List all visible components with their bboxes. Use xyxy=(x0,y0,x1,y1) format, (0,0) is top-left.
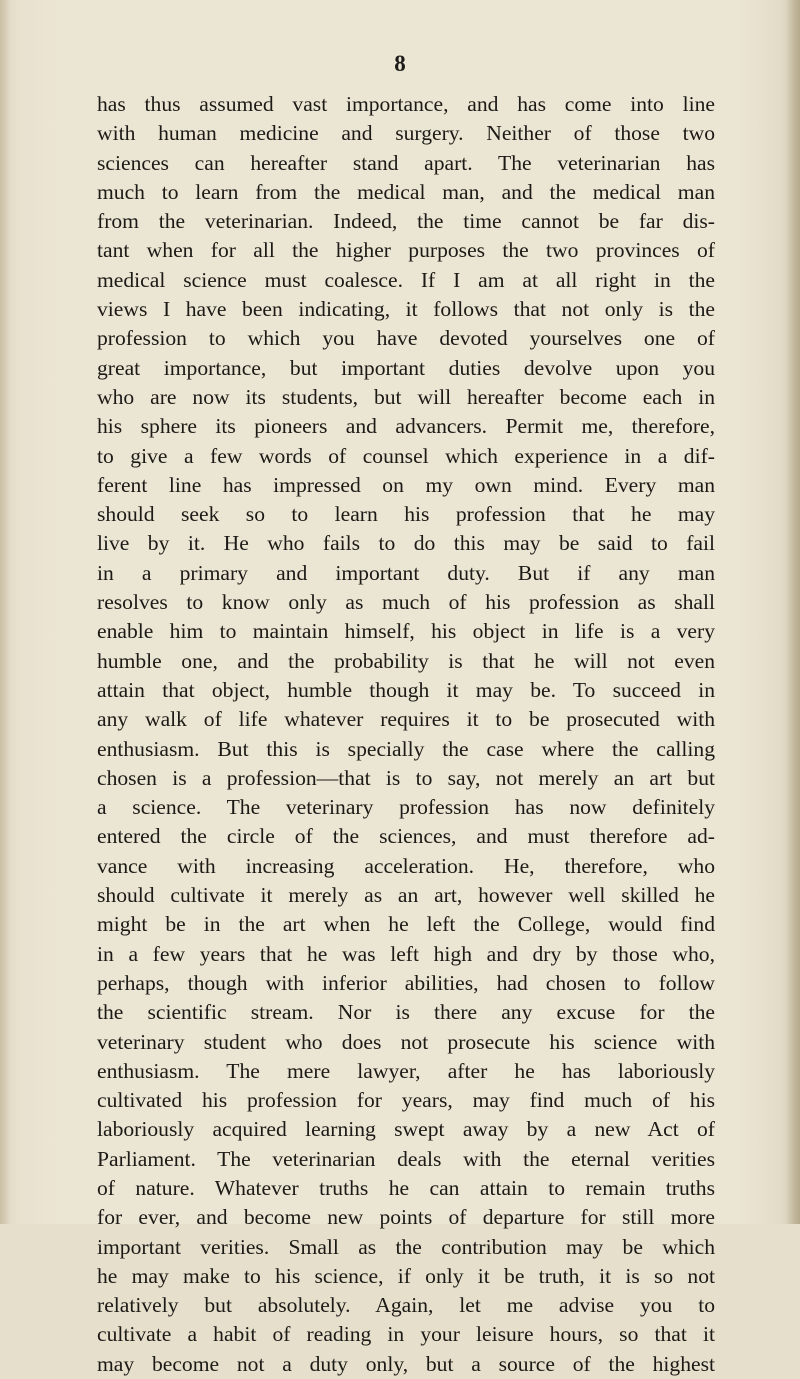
text-line: much to learn from the medical man, and the medical man xyxy=(97,179,715,204)
body-text xyxy=(97,90,715,1379)
text-line: humble one, and the probability is that he will not even xyxy=(97,648,715,673)
text-line: perhaps, though with inferior abilities, had chosen to follow xyxy=(97,970,715,995)
text-line: of nature. Whatever truths he can attain to remain truths xyxy=(97,1175,715,1200)
page-left-edge-shadow xyxy=(0,0,10,1224)
text-line: who are now its students, but will hereafter become each in xyxy=(97,384,715,409)
text-line: has thus assumed vast importance, and has come into line xyxy=(97,92,715,116)
text-line: views I have been indicating, it follows that not only is the xyxy=(97,297,715,322)
page-number: 8 xyxy=(394,51,406,76)
text-line: sciences can hereafter stand apart. The veterinarian has xyxy=(97,150,715,175)
text-line: from the veterinarian. Indeed, the time cannot be far dis- xyxy=(97,209,715,234)
text-line: enthusiasm. The mere lawyer, after he has laboriously xyxy=(97,1058,715,1083)
text-line: for ever, and become new points of departure for still more xyxy=(97,1205,715,1230)
text-line: laboriously acquired learning swept away by a new Act of xyxy=(97,1117,715,1142)
text-line: ferent line has impressed on my own mind. Every man xyxy=(97,472,715,497)
text-line: with human medicine and surgery. Neither of those two xyxy=(97,121,715,146)
text-line: any walk of life whatever requires it to be prosecuted with xyxy=(97,707,715,732)
text-line: great importance, but important duties devolve upon you xyxy=(97,355,715,380)
text-line: cultivate a habit of reading in your leisure hours, so that it xyxy=(97,1322,715,1347)
text-line: relatively but absolutely. Again, let me advise you to xyxy=(97,1293,715,1318)
text-line: might be in the art when he left the College, would find xyxy=(97,912,715,937)
text-line: his sphere its pioneers and advancers. Permit me, therefore, xyxy=(97,414,715,439)
text-line: chosen is a profession—that is to say, not merely an art but xyxy=(97,765,715,790)
text-line: to give a few words of counsel which experience in a dif- xyxy=(97,443,715,468)
text-line: vance with increasing acceleration. He, therefore, who xyxy=(97,853,715,878)
text-line: may become not a duty only, but a source of the highest xyxy=(97,1351,715,1376)
text-line: in a primary and important duty. But if any man xyxy=(97,560,715,585)
text-line: tant when for all the higher purposes the two provinces of xyxy=(97,238,715,263)
page-right-edge-shadow xyxy=(786,0,800,1224)
text-line: should cultivate it merely as an art, however well skilled he xyxy=(97,883,715,908)
text-line: the scientific stream. Nor is there any excuse for the xyxy=(97,1000,715,1025)
text-line: enable him to maintain himself, his object in life is a very xyxy=(97,619,715,644)
text-line: in a few years that he was left high and dry by those who, xyxy=(97,941,715,966)
text-line: he may make to his science, if only it be truth, it is so not xyxy=(97,1263,715,1288)
text-line: cultivated his profession for years, may find much of his xyxy=(97,1088,715,1113)
text-line: veterinary student who does not prosecute his science with xyxy=(97,1029,715,1054)
text-line: resolves to know only as much of his profession as shall xyxy=(97,590,715,615)
text-line: Parliament. The veterinarian deals with the eternal verities xyxy=(97,1146,715,1171)
text-line: important verities. Small as the contribution may be which xyxy=(97,1234,715,1259)
text-line: medical science must coalesce. If I am at all right in the xyxy=(97,267,715,292)
text-line: profession to which you have devoted yourselves one of xyxy=(97,326,715,351)
text-line: entered the circle of the sciences, and must therefore ad- xyxy=(97,824,715,849)
text-line: live by it. He who fails to do this may be said to fail xyxy=(97,531,715,556)
text-line: a science. The veterinary profession has now definitely xyxy=(97,795,715,820)
text-line: enthusiasm. But this is specially the case where the calling xyxy=(97,736,715,761)
text-line: attain that object, humble though it may be. To succeed in xyxy=(97,677,715,702)
text-line: should seek so to learn his profession that he may xyxy=(97,502,715,527)
